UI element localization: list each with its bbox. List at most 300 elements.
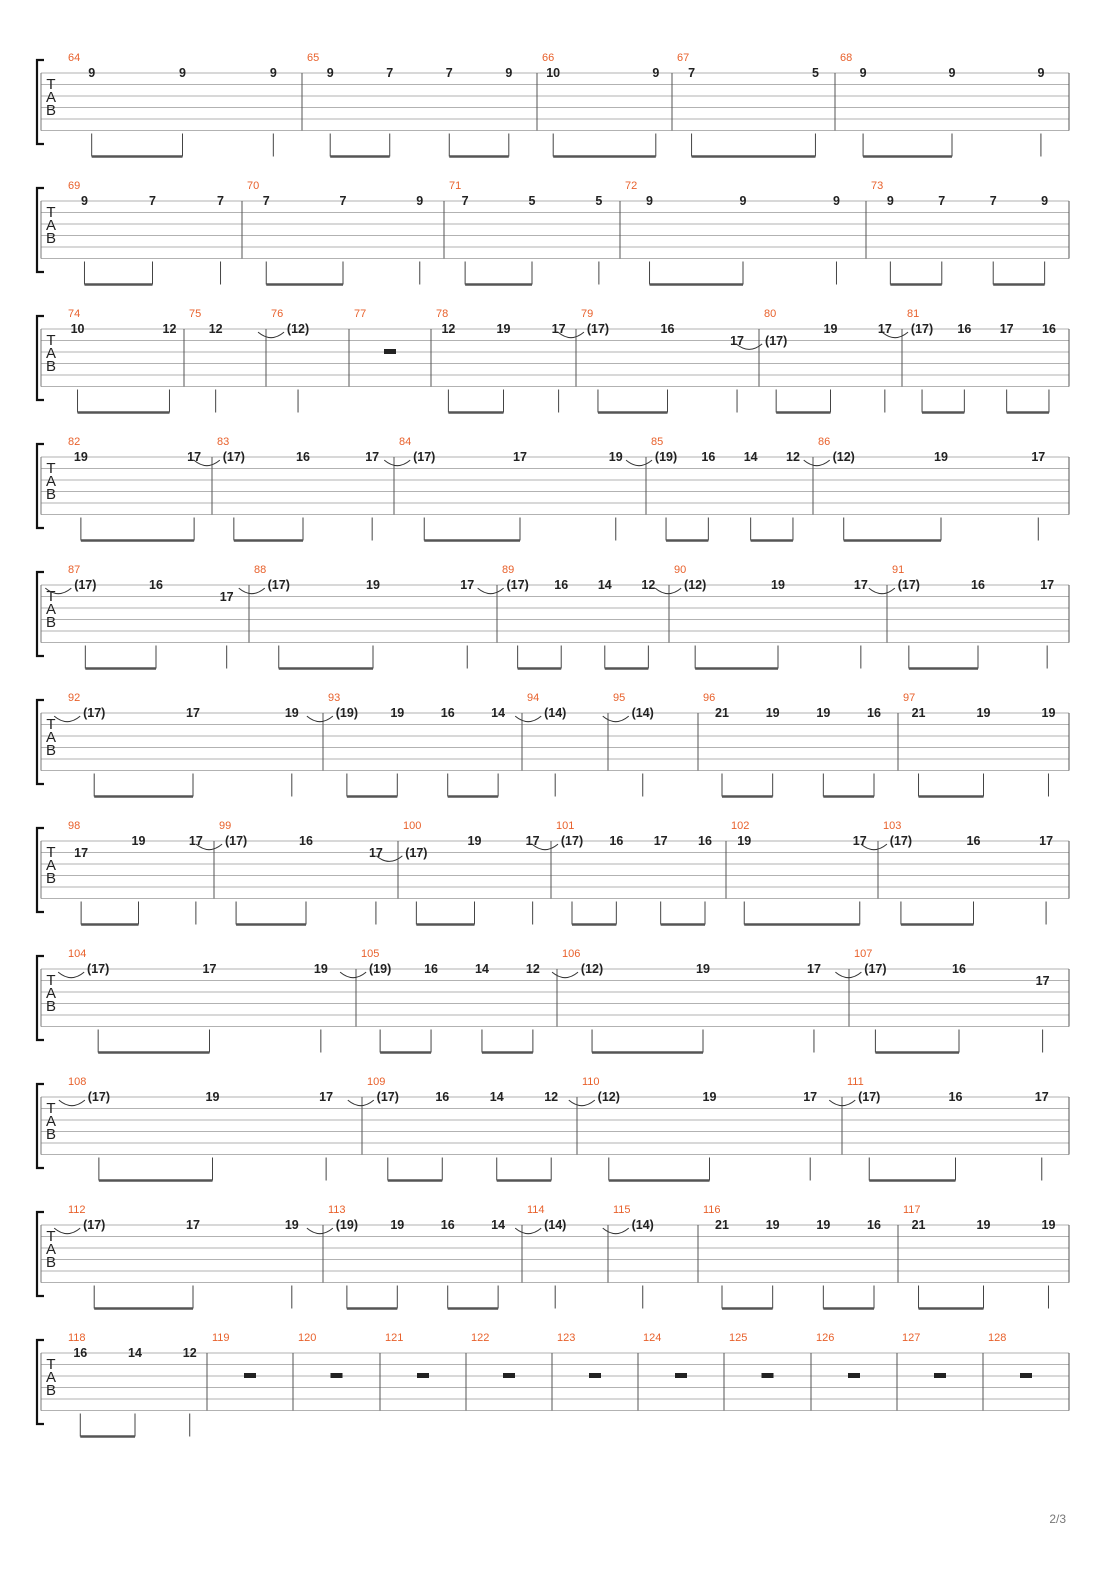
tab-clef-letter: T (46, 1100, 56, 1117)
fret-number: (17) (413, 450, 436, 465)
measure-number: 85 (651, 436, 664, 448)
measure-number: 128 (988, 1332, 1007, 1344)
measure (861, 820, 1053, 925)
whole-rest (589, 1373, 601, 1378)
measure-number: 98 (68, 820, 81, 832)
tab-clef-letter: B (45, 614, 57, 631)
fret-number: 9 (859, 66, 867, 81)
measure-number: 79 (581, 308, 594, 320)
fret-number: 17 (187, 450, 202, 465)
measure-number: 100 (403, 820, 422, 832)
measure (515, 1204, 566, 1309)
measure (189, 308, 223, 413)
tab-clef-letter: A (45, 473, 57, 490)
staff-system (37, 948, 1069, 1053)
fret-number: 17 (551, 322, 566, 337)
fret-number: 9 (833, 194, 840, 209)
fret-number: 9 (81, 194, 88, 209)
fret-number: 19 (737, 834, 752, 849)
fret-number: 16 (296, 450, 310, 465)
fret-number: (17) (83, 1218, 106, 1233)
fret-number: 9 (416, 194, 424, 209)
tab-clef-letter: B (45, 870, 57, 887)
measure (903, 692, 1055, 797)
fret-number: 5 (528, 194, 536, 209)
fret-number: 16 (149, 578, 163, 593)
measure-number: 78 (436, 308, 449, 320)
fret-number: 17 (219, 589, 234, 604)
measure (59, 1076, 333, 1181)
fret-number: 9 (1037, 66, 1045, 81)
fret-number: 12 (786, 450, 800, 465)
fret-number: 19 (816, 1218, 831, 1233)
measure (869, 564, 1054, 669)
tab-clef-letter: T (46, 844, 56, 861)
measure-number: 124 (643, 1332, 662, 1344)
fret-number: 19 (467, 834, 482, 849)
fret-number: 16 (966, 834, 981, 849)
measure (212, 1332, 256, 1378)
measure-number: 65 (307, 52, 320, 64)
measure-number: 106 (562, 948, 581, 960)
staff-system (37, 1204, 1069, 1309)
tab-clef-letter: T (46, 1228, 56, 1245)
fret-number: 12 (641, 578, 656, 593)
tie-arc (258, 332, 284, 338)
staff-system (37, 564, 1069, 669)
measure-number: 71 (449, 180, 462, 192)
fret-number: 17 (525, 834, 540, 849)
fret-number: 14 (491, 706, 506, 721)
measure-number: 109 (367, 1076, 386, 1088)
measure-number: 64 (68, 52, 81, 64)
fret-number: 17 (186, 1218, 200, 1233)
fret-number: 16 (1042, 322, 1056, 337)
measure-number: 114 (527, 1204, 545, 1216)
fret-number: 19 (390, 706, 405, 721)
fret-number: 17 (1034, 1090, 1049, 1105)
whole-rest (331, 1373, 343, 1378)
measure (340, 948, 540, 1053)
fret-number: 19 (976, 706, 991, 721)
measure-number: 122 (471, 1332, 490, 1344)
measure-number: 102 (731, 820, 750, 832)
tie-arc (307, 1228, 333, 1234)
fret-number: (19) (369, 962, 392, 977)
fret-number: (12) (286, 322, 310, 337)
fret-number: 17 (999, 322, 1014, 337)
measure-number: 84 (399, 436, 412, 448)
staff-system (37, 308, 1069, 413)
fret-number: 17 (653, 834, 668, 849)
whole-rest (244, 1373, 256, 1378)
measure (902, 1332, 946, 1378)
measure (703, 692, 881, 797)
measure-number: 126 (816, 1332, 835, 1344)
tie-arc (54, 716, 80, 722)
fret-number: 5 (811, 66, 819, 81)
measure-number: 97 (903, 692, 916, 704)
fret-number: 19 (1041, 1218, 1056, 1233)
fret-number: 19 (205, 1090, 220, 1105)
tab-clef-letter: T (46, 1356, 56, 1373)
tab-clef-letter: A (45, 345, 57, 362)
staff-system (37, 1076, 1069, 1181)
fret-number: 17 (852, 834, 867, 849)
fret-number: 17 (365, 450, 380, 465)
measure (471, 1332, 515, 1378)
measure-number: 91 (892, 564, 905, 576)
fret-number: (14) (544, 706, 567, 721)
tab-clef-letter: A (45, 857, 57, 874)
fret-number: 17 (1039, 834, 1054, 849)
fret-number: 14 (743, 450, 758, 465)
fret-number: (17) (560, 834, 584, 849)
measure-number: 70 (247, 180, 260, 192)
measure (239, 564, 474, 669)
fret-number: 16 (609, 834, 624, 849)
fret-number: 9 (179, 66, 186, 81)
fret-number: 17 (1040, 578, 1055, 593)
measure-number: 118 (68, 1332, 86, 1344)
measure-number: 72 (625, 180, 638, 192)
measure (54, 1204, 299, 1309)
measure (655, 564, 868, 669)
tie-arc (348, 1100, 374, 1106)
measure (196, 820, 383, 925)
measure (988, 1332, 1032, 1378)
measure-number: 123 (557, 1332, 576, 1344)
fret-number: (17) (222, 450, 245, 465)
staff-system (37, 52, 1069, 157)
fret-number: (17) (889, 834, 913, 849)
tab-clef-letter: T (46, 204, 56, 221)
measure (68, 308, 176, 413)
measure (882, 308, 1056, 413)
fret-number: (17) (586, 322, 610, 337)
tab-clef-letter: B (45, 998, 57, 1015)
fret-number: (12) (832, 450, 855, 465)
measure (515, 692, 566, 797)
fret-number: 19 (131, 834, 146, 849)
measure (557, 1332, 601, 1378)
tie-arc (340, 972, 366, 978)
measure (677, 52, 819, 157)
fret-number: 19 (1041, 706, 1056, 721)
measure-number: 116 (703, 1204, 721, 1216)
measure-number: 107 (854, 948, 873, 960)
measure (840, 52, 1044, 157)
fret-number: 16 (867, 706, 881, 721)
measure-number: 105 (361, 948, 380, 960)
fret-number: 19 (284, 706, 299, 721)
fret-number: 16 (957, 322, 972, 337)
measure (247, 180, 423, 285)
fret-number: 19 (390, 1218, 405, 1233)
staff-system (37, 436, 1069, 541)
measure-number: 66 (542, 52, 555, 64)
fret-number: 7 (386, 66, 394, 81)
fret-number: 9 (88, 66, 96, 81)
fret-number: 17 (803, 1090, 818, 1105)
measure-number: 111 (847, 1076, 864, 1088)
measure-number: 101 (556, 820, 575, 832)
measure-number: 119 (212, 1332, 230, 1344)
fret-number: (17) (87, 962, 110, 977)
staff-system (37, 180, 1069, 285)
measure (731, 820, 867, 925)
fret-number: 10 (70, 322, 85, 337)
measure (68, 820, 203, 925)
tie-arc (54, 1228, 80, 1234)
fret-number: 16 (424, 962, 438, 977)
measure (626, 436, 800, 541)
fret-number: (19) (335, 1218, 358, 1233)
measure (804, 436, 1046, 541)
measure-number: 96 (703, 692, 716, 704)
fret-number: (12) (580, 962, 604, 977)
tab-clef-letter: T (46, 972, 56, 989)
fret-number: (17) (87, 1090, 110, 1105)
fret-number: 17 (186, 706, 200, 721)
fret-number: 9 (269, 66, 277, 81)
fret-number: 19 (284, 1218, 299, 1233)
tab-clef-letter: A (45, 217, 57, 234)
fret-number: 9 (739, 194, 747, 209)
fret-number: 21 (715, 706, 729, 721)
fret-number: (17) (506, 578, 529, 593)
tab-clef-letter: A (45, 1369, 57, 1386)
measure (552, 948, 821, 1053)
tab-clef-letter: T (46, 716, 56, 733)
fret-number: 14 (491, 1218, 506, 1233)
tab-clef-letter: A (45, 985, 57, 1002)
measure (532, 820, 712, 925)
fret-number: (19) (654, 450, 678, 465)
fret-number: 17 (74, 845, 89, 860)
measure-number: 89 (502, 564, 515, 576)
measure-number: 93 (328, 692, 341, 704)
measure-number: 92 (68, 692, 81, 704)
fret-number: 21 (715, 1218, 729, 1233)
tab-clef-letter: A (45, 1241, 57, 1258)
tab-clef-letter: B (45, 230, 57, 247)
measure-number: 80 (764, 308, 777, 320)
fret-number: 12 (525, 962, 540, 977)
measure (376, 820, 539, 925)
fret-number: 21 (911, 706, 926, 721)
fret-number: 17 (513, 450, 527, 465)
fret-number: 7 (688, 66, 696, 81)
fret-number: 5 (595, 194, 603, 209)
measure (348, 1076, 558, 1181)
staff-system (37, 1332, 1069, 1437)
measure (385, 1332, 429, 1378)
tab-clef-letter: B (45, 742, 57, 759)
fret-number: 19 (73, 450, 88, 465)
fret-number: 19 (696, 962, 710, 977)
fret-number: (17) (897, 578, 920, 593)
fret-number: (17) (858, 1090, 881, 1105)
measure-number: 115 (613, 1204, 631, 1216)
fret-number: 12 (208, 322, 223, 337)
fret-number: 16 (701, 450, 716, 465)
fret-number: 17 (853, 578, 868, 593)
fret-number: (17) (74, 578, 97, 593)
tie-arc (603, 1228, 629, 1234)
whole-rest (1020, 1373, 1032, 1378)
measure-number: 73 (871, 180, 884, 192)
fret-number: 7 (938, 194, 946, 209)
measure (354, 308, 396, 354)
tab-clef-letter: A (45, 1113, 57, 1130)
measure (307, 692, 505, 797)
fret-number: 21 (911, 1218, 926, 1233)
fret-number: 14 (597, 578, 612, 593)
tie-arc (655, 588, 681, 594)
tie-arc (804, 460, 830, 466)
tie-arc (552, 972, 578, 978)
measure-number: 69 (68, 180, 81, 192)
measure-number: 104 (68, 948, 87, 960)
fret-number: 16 (435, 1090, 450, 1105)
tab-clef-letter: A (45, 89, 57, 106)
tab-clef-letter: B (45, 1382, 57, 1399)
whole-rest (762, 1373, 774, 1378)
measure-number: 82 (68, 436, 81, 448)
fret-number: 9 (646, 194, 653, 209)
measure (829, 1076, 1049, 1181)
whole-rest (384, 349, 396, 354)
tie-arc (869, 588, 895, 594)
fret-number: 16 (73, 1346, 88, 1361)
fret-number: (17) (224, 834, 248, 849)
fret-number: 9 (652, 66, 660, 81)
fret-number: 9 (886, 194, 894, 209)
measure (194, 436, 379, 541)
fret-number: 7 (445, 66, 453, 81)
tab-clef-letter: B (45, 358, 57, 375)
fret-number: 16 (971, 578, 985, 593)
measure-number: 99 (219, 820, 232, 832)
measure (569, 1076, 817, 1181)
measure (68, 1332, 197, 1437)
measure-number: 75 (189, 308, 202, 320)
fret-number: 9 (505, 66, 513, 81)
fret-number: 19 (765, 1218, 780, 1233)
staff-system (37, 820, 1069, 925)
fret-number: (17) (765, 333, 788, 348)
measure (903, 1204, 1055, 1309)
staff-system (37, 692, 1069, 797)
fret-number: 19 (496, 322, 511, 337)
fret-number: 16 (952, 962, 966, 977)
fret-number: (17) (864, 962, 887, 977)
tie-arc (835, 972, 861, 978)
fret-number: 9 (948, 66, 956, 81)
fret-number: 12 (441, 322, 456, 337)
measure-number: 90 (674, 564, 687, 576)
tie-arc (59, 1100, 85, 1106)
measure (703, 1204, 881, 1309)
fret-number: (12) (684, 578, 707, 593)
fret-number: 7 (989, 194, 997, 209)
measure-number: 127 (902, 1332, 921, 1344)
measure-number: 81 (907, 308, 920, 320)
fret-number: 19 (765, 706, 780, 721)
measure-number: 94 (527, 692, 540, 704)
measure (816, 1332, 860, 1378)
measure (449, 180, 602, 285)
whole-rest (934, 1373, 946, 1378)
fret-number: 17 (730, 333, 744, 348)
fret-number: 7 (217, 194, 224, 209)
measure (298, 1332, 343, 1378)
fret-number: (17) (910, 322, 934, 337)
tie-arc (307, 716, 333, 722)
fret-number: (14) (544, 1218, 567, 1233)
tab-clef-letter: B (45, 486, 57, 503)
whole-rest (503, 1373, 515, 1378)
tab-clef-letter: B (45, 1254, 57, 1271)
fret-number: 19 (702, 1090, 717, 1105)
tie-arc (603, 716, 629, 722)
measure-number: 95 (613, 692, 626, 704)
measure (58, 948, 328, 1053)
measure (45, 564, 233, 669)
tab-clef-letter: A (45, 601, 57, 618)
fret-number: 17 (1031, 450, 1046, 465)
measure (625, 180, 840, 285)
fret-number: 17 (1035, 973, 1050, 988)
tab-clef-letter: A (45, 729, 57, 746)
measure (603, 692, 654, 797)
fret-number: (17) (83, 706, 106, 721)
fret-number: 16 (867, 1218, 881, 1233)
tie-arc (384, 460, 410, 466)
tab-clef-letter: T (46, 460, 56, 477)
fret-number: 17 (460, 578, 475, 593)
tab-clef-letter: T (46, 588, 56, 605)
tie-arc (239, 588, 265, 594)
fret-number: 7 (262, 194, 270, 209)
measure (54, 692, 299, 797)
fret-number: (17) (376, 1090, 399, 1105)
fret-number: 19 (823, 322, 838, 337)
tab-clef-letter: B (45, 102, 57, 119)
fret-number: 19 (976, 1218, 991, 1233)
measure-number: 86 (818, 436, 831, 448)
measure (835, 948, 1049, 1053)
measure-number: 112 (68, 1204, 86, 1216)
tab-clef-letter: T (46, 332, 56, 349)
measure (542, 52, 659, 157)
fret-number: 16 (440, 706, 455, 721)
tab-clef-letter: B (45, 1126, 57, 1143)
fret-number: 16 (698, 834, 712, 849)
fret-number: 17 (202, 962, 217, 977)
measure (68, 436, 201, 541)
tie-arc (478, 588, 504, 594)
measure (436, 308, 566, 413)
tie-arc (626, 460, 652, 466)
fret-number: 17 (319, 1090, 334, 1105)
fret-number: 16 (440, 1218, 455, 1233)
measure-number: 125 (729, 1332, 748, 1344)
fret-number: 12 (162, 322, 177, 337)
fret-number: 16 (299, 834, 313, 849)
fret-number: (19) (335, 706, 358, 721)
